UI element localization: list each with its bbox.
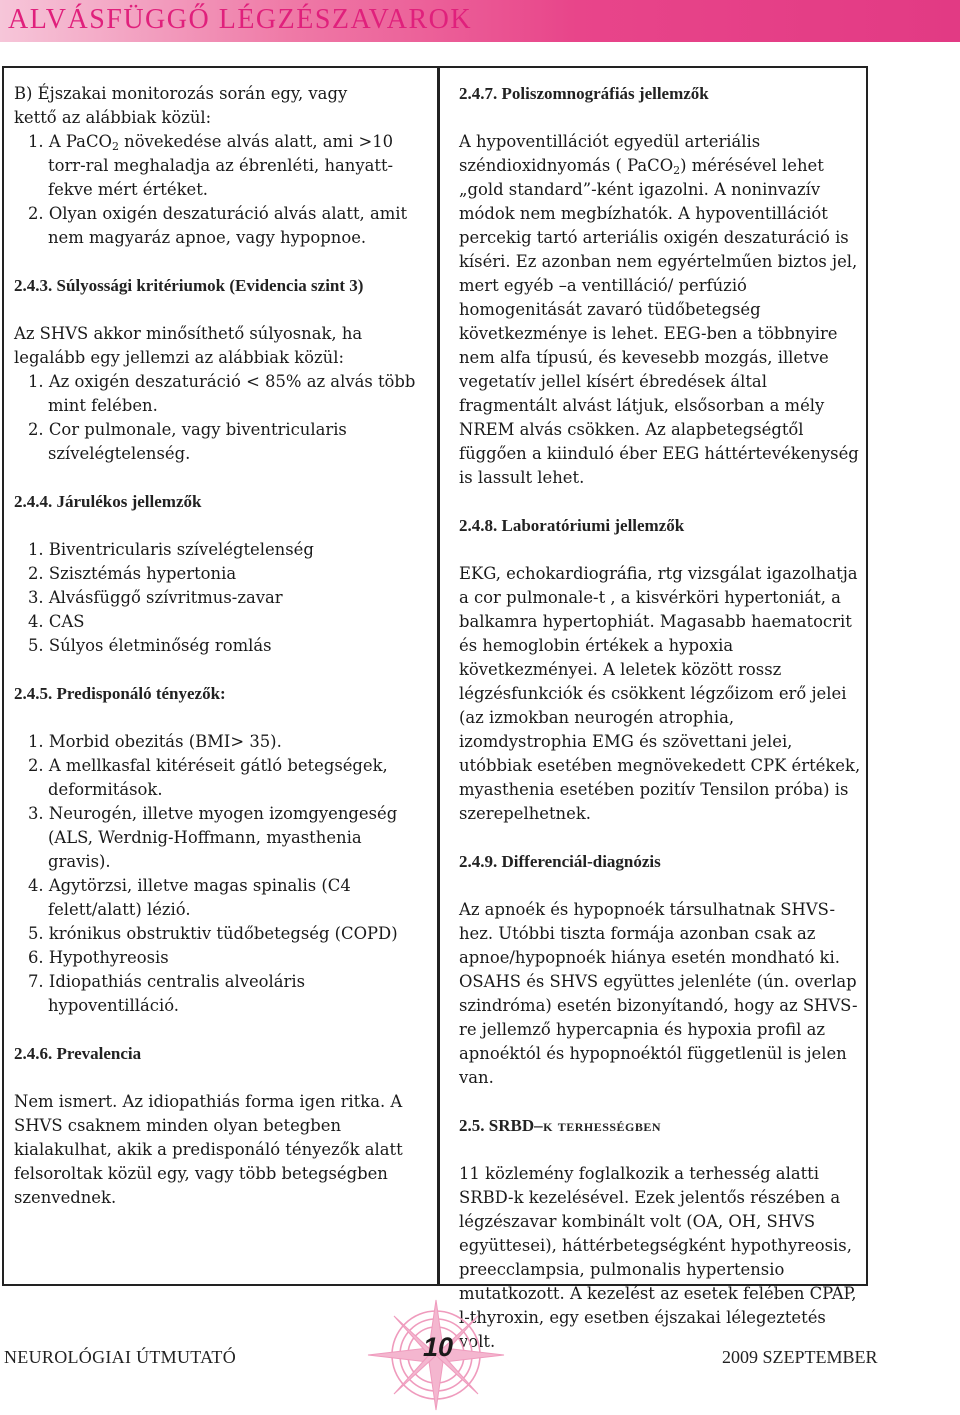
heading-2-4-5: 2.4.5. Predisponáló tényezők: (14, 684, 226, 703)
footer-publication: NEUROLÓGIAI ÚTMUTATÓ (4, 1347, 237, 1367)
heading-2-4-4: 2.4.4. Járulékos jellemzők (14, 492, 202, 511)
header-banner (0, 0, 960, 42)
paragraph-2-5: 11 közlemény foglalkozik a terhesség alatti SRBD-k kezelésével. Ezek jelentős részében a légzészavar kombinált volt (OA, OH, SHVS együttesei), háttérbetegségként hypothyreosis, preecclampsia, pulmonalis hypertensio mutatkozott. A kezelést az esetek felében CPAP, l-thyroxin, egy esetben éjszakai lélegeztetés volt. (459, 1164, 857, 1351)
heading-2-5: 2.5. SRBD–k terhességben (459, 1116, 662, 1135)
column-divider (437, 68, 440, 1284)
heading-2-4-7: 2.4.7. Poliszomnográfiás jellemzők (459, 84, 709, 103)
list-item-r5: 5. krónikus obstruktiv tüdőbetegség (COPD) (28, 924, 398, 943)
list-item-s2: 2. Cor pulmonale, vagy biventricularis szívelégtelenség. (28, 420, 347, 463)
list-item-r7: 7. Idiopathiás centralis alveoláris hypoventilláció. (28, 972, 306, 1015)
content-frame (2, 66, 868, 1351)
page-header-title: ALVÁSFÜGGŐ LÉGZÉSZAVAROK (8, 4, 473, 35)
paragraph-2-4-7: A hypoventillációt egyedül arteriális széndioxidnyomás ( PaCO$_2$) mérésével lehet „gold standard”-ként igazolni. A noninvazív módok nem megbízhatók. A hypoventillációt percekig tartó arteriális oxigén deszaturáció is kíséri. Ez azonban nem egyértelműen biztos jel, mert egyéb –a ventilláció/ perfúzió homogenitását zavaró tüdőbetegség következménye is lehet. EEG-ben a többnyire nem alfa típusú, és kevesebb mozgás, illetve vegetatív jellel kísért ébredések által fragmentált alvást látjuk, elsősorban a mély NREM alvás csökken. Az alapbetegségtől függően a kiinduló éber EEG háttértevékenység is lassult lehet. (459, 132, 859, 487)
heading-2-4-3: 2.4.3. Súlyossági kritériumok (Evidencia szint 3) (14, 276, 364, 295)
page-number: 10 (422, 1332, 454, 1362)
paragraph-2-4-8: EKG, echokardiográfia, rtg vizsgálat igazolhatja a cor pulmonale-t , a kisvérköri hypertoniát, a balkamra hypertophiát. Magasabb haematocrit és hemoglobin értékek a hypoxia következményei. A leletek között rossz légzésfunkciók és csökkent légzőizom erő jelei (az izmokban neurogén atrophia, izomdystrophia EMG és szövettani jelei, utóbbiak esetében megnövekedett CPK értékek, myasthenia esetében pozitív Tensilon próba) is szerepelhetnek. (459, 564, 861, 823)
list-item-j4: 4. CAS (28, 612, 85, 631)
list-item-b1: 1. A PaCO$_2$ növekedése alvás alatt, ami >10 torr-ral meghaladja az ébrenléti, hanyatt-fekve mért értéket. (28, 132, 394, 199)
paragraph-2-4-3: Az SHVS akkor minősíthető súlyosnak, ha legalább egy jellemzi az alábbiak közül: (14, 324, 363, 367)
heading-2-4-9: 2.4.9. Differenciál-diagnózis (459, 852, 661, 871)
heading-2-4-6: 2.4.6. Prevalencia (14, 1044, 142, 1063)
list-item-j1: 1. Biventricularis szívelégtelenség (28, 540, 314, 559)
left-column (14, 82, 429, 1210)
list-item-j2: 2. Szisztémás hypertonia (28, 564, 237, 583)
list-item-r4: 4. Agytörzsi, illetve magas spinalis (C4 felett/alatt) lézió. (28, 876, 351, 919)
footer-date: 2009 SZEPTEMBER (722, 1347, 878, 1367)
list-item-r2: 2. A mellkasfal kitéréseit gátló betegségek, deformitások. (28, 756, 388, 799)
list-item-r1: 1. Morbid obezitás (BMI> 35). (28, 732, 282, 751)
list-item-j3: 3. Alvásfüggő szívritmus-zavar (28, 588, 283, 607)
right-column (459, 82, 865, 1354)
list-item-s1: 1. Az oxigén deszaturáció < 85% az alvás több mint felében. (28, 372, 416, 415)
paragraph-2-4-9: Az apnoék és hypopnoék társulhatnak SHVS-hez. Utóbbi tiszta formája azonban csak az apnoe/hypopnoék hiánya esetén mondható ki. OSAHS és SHVS együttes jelenléte (ún. overlap szindróma) esetén bizonyítandó, hogy az SHVS-re jellemző hypercapnia és hypoxia profil az apnoéktól és hypopnoéktól függetlenül is jelen van. (459, 900, 858, 1087)
heading-2-4-8: 2.4.8. Laboratóriumi jellemzők (459, 516, 685, 535)
list-item-j5: 5. Súlyos életminőség romlás (28, 636, 272, 655)
section-b-intro: B) Éjszakai monitorozás során egy, vagy kettő az alábbiak közül: (14, 84, 348, 127)
paragraph-2-4-6: Nem ismert. Az idiopathiás forma igen ritka. A SHVS csaknem minden olyan betegben kialakulhat, akik a predisponáló tényezők alatt felsoroltak közül egy, vagy több betegségben szenvednek. (14, 1092, 403, 1207)
list-item-r3: 3. Neurogén, illetve myogen izomgyengeség (ALS, Werdnig-Hoffmann, myasthenia gravis). (28, 804, 398, 871)
list-item-r6: 6. Hypothyreosis (28, 948, 169, 967)
list-item-b2: 2. Olyan oxigén deszaturáció alvás alatt, amit nem magyaráz apnoe, vagy hypopnoe. (28, 204, 408, 247)
